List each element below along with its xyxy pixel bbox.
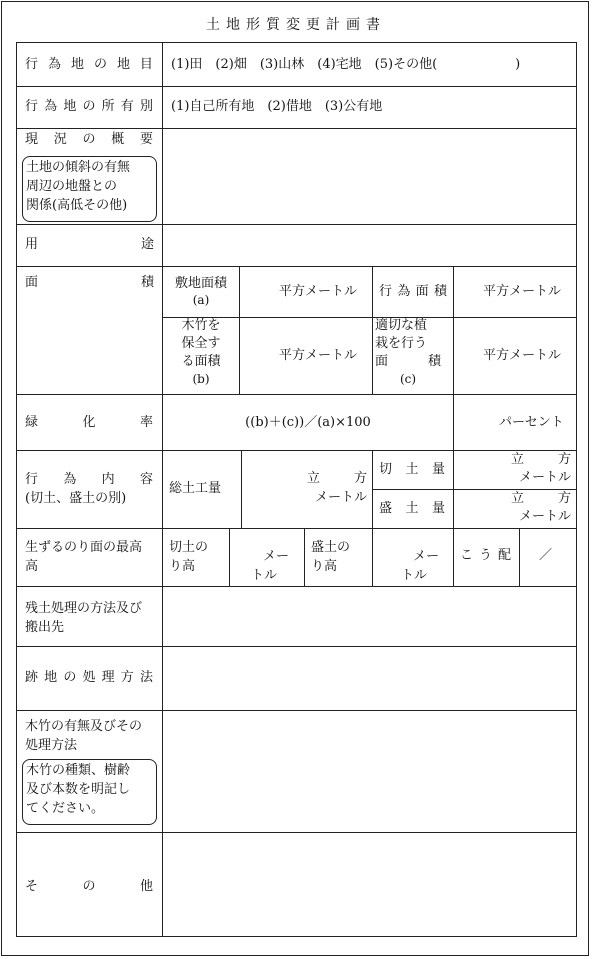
- label-surplus-soil: 残土処理の方法及び 搬出先: [25, 601, 143, 635]
- usage-input[interactable]: [163, 225, 576, 266]
- trees-note: 木竹の種類、樹齢 及び本数を明記し てください。: [22, 759, 157, 825]
- row-divider: [17, 450, 576, 451]
- overview-input[interactable]: [163, 129, 576, 224]
- column-divider: [453, 528, 454, 586]
- label-area-b: 積: [141, 275, 155, 290]
- label-other: そ の 他: [25, 879, 153, 894]
- label-green-rate: 緑 化 率: [25, 415, 153, 430]
- preserve-area-unit: 平方メートル: [279, 348, 358, 363]
- column-divider: [241, 450, 242, 528]
- fill-volume-label: 盛 土 量: [379, 501, 445, 516]
- land-category-options: (1)田 (2)畑 (3)山林 (4)宅地 (5)その他( ): [171, 57, 521, 72]
- site-area-unit: 平方メートル: [279, 284, 358, 299]
- gradient-label: こう配: [460, 548, 518, 563]
- trees-input[interactable]: [163, 711, 576, 832]
- ownership-options: (1)自己所有地 (2)借地 (3)公有地: [171, 99, 383, 114]
- cut-slope-height-label: 切土の り高: [169, 540, 209, 574]
- label-trees: 木竹の有無及びその 処理方法: [25, 719, 143, 753]
- label-area-a: 面: [25, 275, 39, 290]
- total-earthwork-unit: 立 方 メートル: [307, 471, 367, 505]
- label-usage-b: 途: [141, 237, 155, 252]
- green-rate-formula: ((b)＋(c))／(a)×100: [245, 415, 371, 430]
- fill-slope-height-unit: メー トル: [401, 549, 440, 583]
- column-divider: [519, 528, 520, 586]
- document-title: 土地形質変更計画書: [206, 17, 386, 33]
- column-divider: [229, 528, 230, 586]
- total-earthwork-label: 総土工量: [169, 481, 222, 496]
- label-land-category: 行 為 地 の 地 目: [25, 57, 153, 72]
- label-usage-a: 用: [25, 237, 39, 252]
- column-divider: [453, 394, 454, 450]
- act-area-label: 行 為 面 積: [379, 284, 447, 299]
- column-divider: [453, 266, 454, 394]
- preserve-area-label: 木竹を 保全す る面積 (b): [181, 318, 221, 386]
- row-divider: [17, 394, 576, 395]
- green-rate-unit: パーセント: [499, 415, 564, 430]
- fill-slope-height-label: 盛土の り高: [311, 540, 351, 574]
- label-after-treatment: 跡 地 の 処 理 方 法: [25, 670, 153, 685]
- column-divider: [304, 528, 305, 586]
- overview-note: 土地の傾斜の有無 周辺の地盤との 関係(高低その他): [22, 156, 157, 222]
- after-treatment-input[interactable]: [163, 647, 576, 710]
- planting-area-label: 適切な植 栽を行う 面 積 (c): [375, 318, 441, 386]
- label-slope: 生ずるのり面の最高 高: [25, 540, 143, 574]
- row-divider: [17, 86, 576, 87]
- label-ownership: 行 為 地 の 所 有 別: [25, 99, 153, 114]
- planting-area-unit: 平方メートル: [483, 348, 562, 363]
- gradient-slash: ／: [539, 548, 553, 563]
- cut-volume-unit: 立 方 メートル: [511, 452, 571, 485]
- other-input[interactable]: [163, 833, 576, 936]
- site-area-label: 敷地面積 (a): [174, 276, 227, 307]
- act-area-unit: 平方メートル: [483, 284, 562, 299]
- cut-slope-height-unit: メー トル: [251, 549, 290, 583]
- column-divider: [372, 450, 373, 528]
- label-content-sub: (切土、盛土の別): [25, 491, 127, 506]
- label-overview: 現 況 の 概 要: [25, 132, 153, 147]
- surplus-soil-input[interactable]: [163, 587, 576, 646]
- cut-volume-label: 切 土 量: [379, 462, 445, 477]
- column-divider: [239, 266, 240, 394]
- column-divider: [453, 450, 454, 528]
- fill-volume-unit: 立 方 メートル: [511, 491, 571, 524]
- row-divider: [17, 266, 576, 267]
- label-content: 行 為 内 容: [25, 472, 153, 487]
- column-divider: [372, 528, 373, 586]
- form-table: [16, 42, 577, 937]
- column-divider: [372, 266, 373, 394]
- row-divider: [17, 528, 576, 529]
